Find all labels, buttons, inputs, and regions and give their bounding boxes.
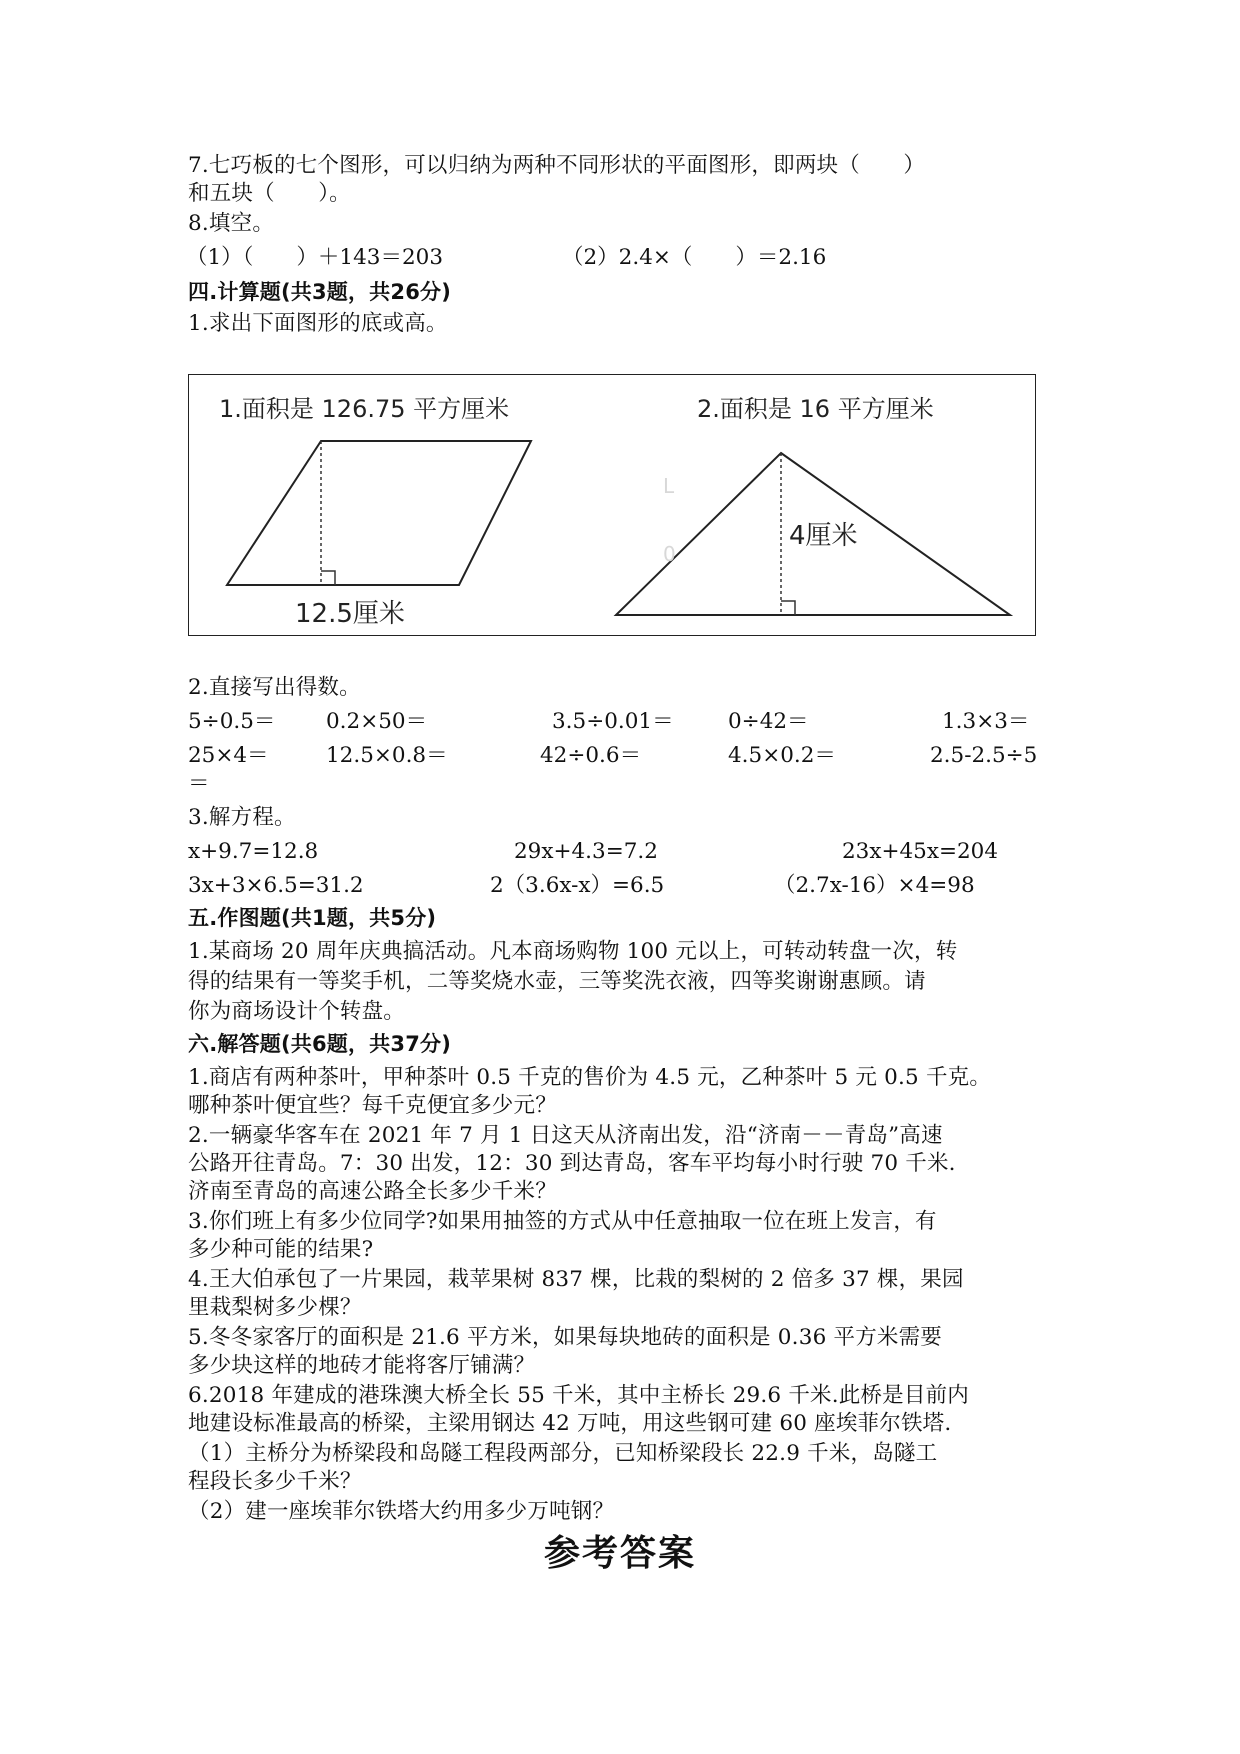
s6-line: 济南至青岛的高速公路全长多少千米？ [188,1179,557,1204]
faint-bleed-mark: 0 [663,542,676,566]
geometry-figure [188,374,1036,636]
section5-heading: 五.作图题(共1题，共5分) [188,906,437,930]
parallelogram-shape [227,441,531,585]
calc-r2-c3: 42÷0.6＝ [540,743,642,768]
q8-item1: （1）（ ）＋143＝203 [186,245,444,270]
eq-r2-c1: 3x+3×6.5=31.2 [188,873,364,898]
eq-r1-c1: x+9.7=12.8 [188,839,319,864]
s6-line: （2）建一座埃菲尔铁塔大约用多少万吨钢？ [188,1499,615,1524]
eq-r1-c3: 23x+45x=204 [842,839,999,864]
calc-r1-c4: 0÷42＝ [728,709,809,734]
s4-q3-title: 3.解方程。 [188,805,296,830]
s6-line: （1）主桥分为桥梁段和岛隧工程段两部分，已知桥梁段长 22.9 千米，岛隧工 [188,1441,938,1466]
calc-r2-c1: 25×4＝ [188,743,269,768]
s6-line: 多少种可能的结果? [188,1237,374,1262]
section4-heading: 四.计算题(共3题，共26分) [188,280,452,304]
s6-line: 公路开往青岛。7：30 出发，12：30 到达青岛，客车平均每小时行驶 70 千米. [188,1151,956,1176]
s6-line: 3.你们班上有多少位同学?如果用抽签的方式从中任意抽取一位在班上发言，有 [188,1209,937,1234]
calc-r1-c5: 1.3×3＝ [942,709,1030,734]
q8-title: 8.填空。 [188,211,275,236]
s6-line: 4.王大伯承包了一片果园，栽苹果树 837 棵，比栽的梨树的 2 倍多 37 棵，果园 [188,1267,964,1292]
calc-r2-wrap: ＝ [188,771,210,796]
s6-line: 5.冬冬家客厅的面积是 21.6 平方米，如果每块地砖的面积是 0.36 平方米需要 [188,1325,942,1350]
eq-r2-c3: （2.7x-16）×4=98 [774,873,975,898]
right-figure-label: 2.面积是 16 平方厘米 [697,395,934,423]
q7-line1: 7.七巧板的七个图形，可以归纳为两种不同形状的平面图形，即两块（ ） [188,153,926,178]
calc-r1-c2: 0.2×50＝ [326,709,428,734]
right-figure-height: 4厘米 [789,521,858,551]
left-figure-label: 1.面积是 126.75 平方厘米 [219,395,510,423]
s6-line: 哪种茶叶便宜些？每千克便宜多少元？ [188,1093,557,1118]
s5-q1-line2: 得的结果有一等奖手机，二等奖烧水壶，三等奖洗衣液，四等奖谢谢惠顾。请 [188,969,926,994]
s6-line: 6.2018 年建成的港珠澳大桥全长 55 千米，其中主桥长 29.6 千米.此桥是目前内 [188,1383,969,1408]
calc-r2-c4: 4.5×0.2＝ [728,743,836,768]
s5-q1-line3: 你为商场设计个转盘。 [188,999,406,1024]
calc-r1-c3: 3.5÷0.01＝ [552,709,674,734]
section6-heading: 六.解答题(共6题，共37分) [188,1032,452,1056]
q7-line2: 和五块（ ）。 [188,181,351,206]
s6-line: 2.一辆豪华客车在 2021 年 7 月 1 日这天从济南出发，沿“济南－－青岛”高速 [188,1123,943,1148]
answer-title: 参考答案 [543,1533,696,1574]
s6-line: 多少块这样的地砖才能将客厅铺满？ [188,1353,536,1378]
right-angle-mark-right [781,601,795,615]
calc-r2-c2: 12.5×0.8＝ [326,743,448,768]
s6-line: 1.商店有两种茶叶，甲种茶叶 0.5 千克的售价为 4.5 元，乙种茶叶 5 元 0.5 千克。 [188,1065,992,1090]
q8-item2: （2）2.4×（ ）＝2.16 [562,245,827,270]
s6-line: 里栽梨树多少棵？ [188,1295,362,1320]
s5-q1-line1: 1.某商场 20 周年庆典搞活动。凡本商场购物 100 元以上，可转动转盘一次，转 [188,939,958,964]
calc-r1-c1: 5÷0.5＝ [188,709,276,734]
eq-r1-c2: 29x+4.3=7.2 [514,839,658,864]
faint-bleed-mark: L [663,474,675,498]
s6-line: 程段长多少千米？ [188,1469,362,1494]
eq-r2-c2: 2（3.6x-x）=6.5 [490,873,665,898]
s4-q2-title: 2.直接写出得数。 [188,675,361,700]
s4-q1-title: 1.求出下面图形的底或高。 [188,311,448,336]
left-figure-base: 12.5厘米 [295,599,405,629]
calc-r2-c5: 2.5-2.5÷5 [930,743,1038,768]
right-angle-mark-left [321,571,335,585]
s6-line: 地建设标准最高的桥梁，主梁用钢达 42 万吨，用这些钢可建 60 座埃菲尔铁塔. [188,1411,952,1436]
